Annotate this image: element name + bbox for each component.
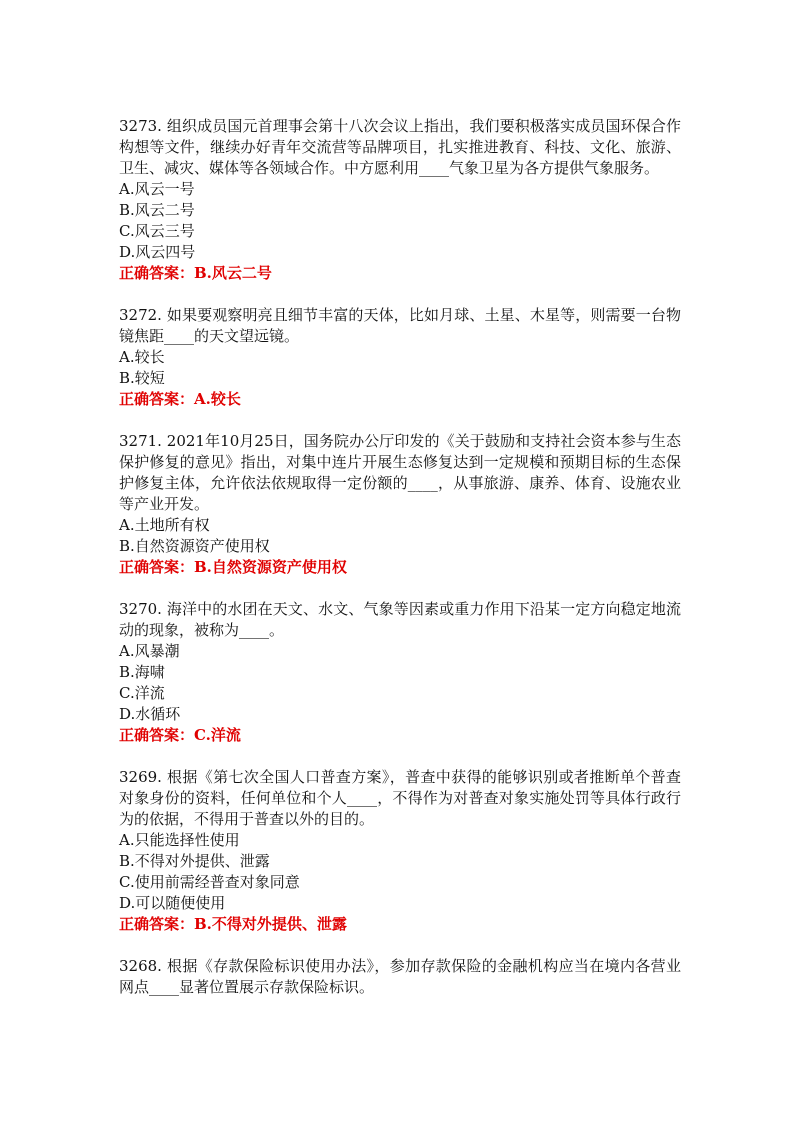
option-c: C.风云三号 xyxy=(119,222,195,240)
option-a: A.风暴潮 xyxy=(119,642,180,660)
option-d: D.风云四号 xyxy=(119,243,196,261)
question-3270 xyxy=(119,599,681,746)
option-b: B.风云二号 xyxy=(119,201,195,219)
correct-answer: 正确答案：C.洋流 xyxy=(119,726,241,744)
option-list xyxy=(119,179,681,263)
question-stem: 3272. 如果要观察明亮且细节丰富的天体，比如月球、土星、木星等，则需要一台物镜焦距____的天文望远镜。 xyxy=(119,306,681,345)
option-b: B.海啸 xyxy=(119,663,165,681)
question-stem: 3269. 根据《第七次全国人口普查方案》，普查中获得的能够识别或者推断单个普查对象身份的资料，任何单位和个人____，不得作为对普查对象实施处罚等具体行政行为的依据，不得用于普查以外的目的。 xyxy=(119,768,681,828)
question-3269 xyxy=(119,767,681,935)
option-list xyxy=(119,641,681,725)
correct-answer: 正确答案：B.自然资源资产使用权 xyxy=(119,558,347,576)
option-d: D.水循环 xyxy=(119,705,181,723)
option-list xyxy=(119,830,681,914)
option-list xyxy=(119,515,681,557)
question-3271 xyxy=(119,431,681,578)
question-stem: 3268. 根据《存款保险标识使用办法》，参加存款保险的金融机构应当在境内各营业网点____显著位置展示存款保险标识。 xyxy=(119,957,681,996)
option-b: B.自然资源资产使用权 xyxy=(119,537,270,555)
option-a: A.风云一号 xyxy=(119,180,195,198)
question-stem: 3273. 组织成员国元首理事会第十八次会议上指出，我们要积极落实成员国环保合作构想等文件，继续办好青年交流营等品牌项目，扎实推进教育、科技、文化、旅游、卫生、减灾、媒体等各领域合作。中方愿利用____气象卫星为各方提供气象服务。 xyxy=(119,117,681,177)
option-a: A.土地所有权 xyxy=(119,516,210,534)
option-c: C.洋流 xyxy=(119,684,165,702)
question-3272 xyxy=(119,305,681,410)
question-stem: 3271. 2021年10月25日，国务院办公厅印发的《关于鼓励和支持社会资本参与生态保护修复的意见》指出，对集中连片开展生态修复达到一定规模和预期目标的生态保护修复主体，允许依法依规取得一定份额的____，从事旅游、康养、体育、设施农业等产业开发。 xyxy=(119,432,681,513)
option-list xyxy=(119,347,681,389)
option-a: A.只能选择性使用 xyxy=(119,831,240,849)
question-stem: 3270. 海洋中的水团在天文、水文、气象等因素或重力作用下沿某一定方向稳定地流动的现象，被称为____。 xyxy=(119,600,681,639)
question-3273 xyxy=(119,116,681,284)
option-d: D.可以随便使用 xyxy=(119,894,226,912)
option-b: B.较短 xyxy=(119,369,165,387)
option-a: A.较长 xyxy=(119,348,165,366)
correct-answer: 正确答案：A.较长 xyxy=(119,390,241,408)
option-b: B.不得对外提供、泄露 xyxy=(119,852,270,870)
question-list xyxy=(119,116,681,1019)
question-3268 xyxy=(119,956,681,998)
correct-answer: 正确答案：B.不得对外提供、泄露 xyxy=(119,915,347,933)
option-c: C.使用前需经普查对象同意 xyxy=(119,873,300,891)
correct-answer: 正确答案：B.风云二号 xyxy=(119,264,272,282)
